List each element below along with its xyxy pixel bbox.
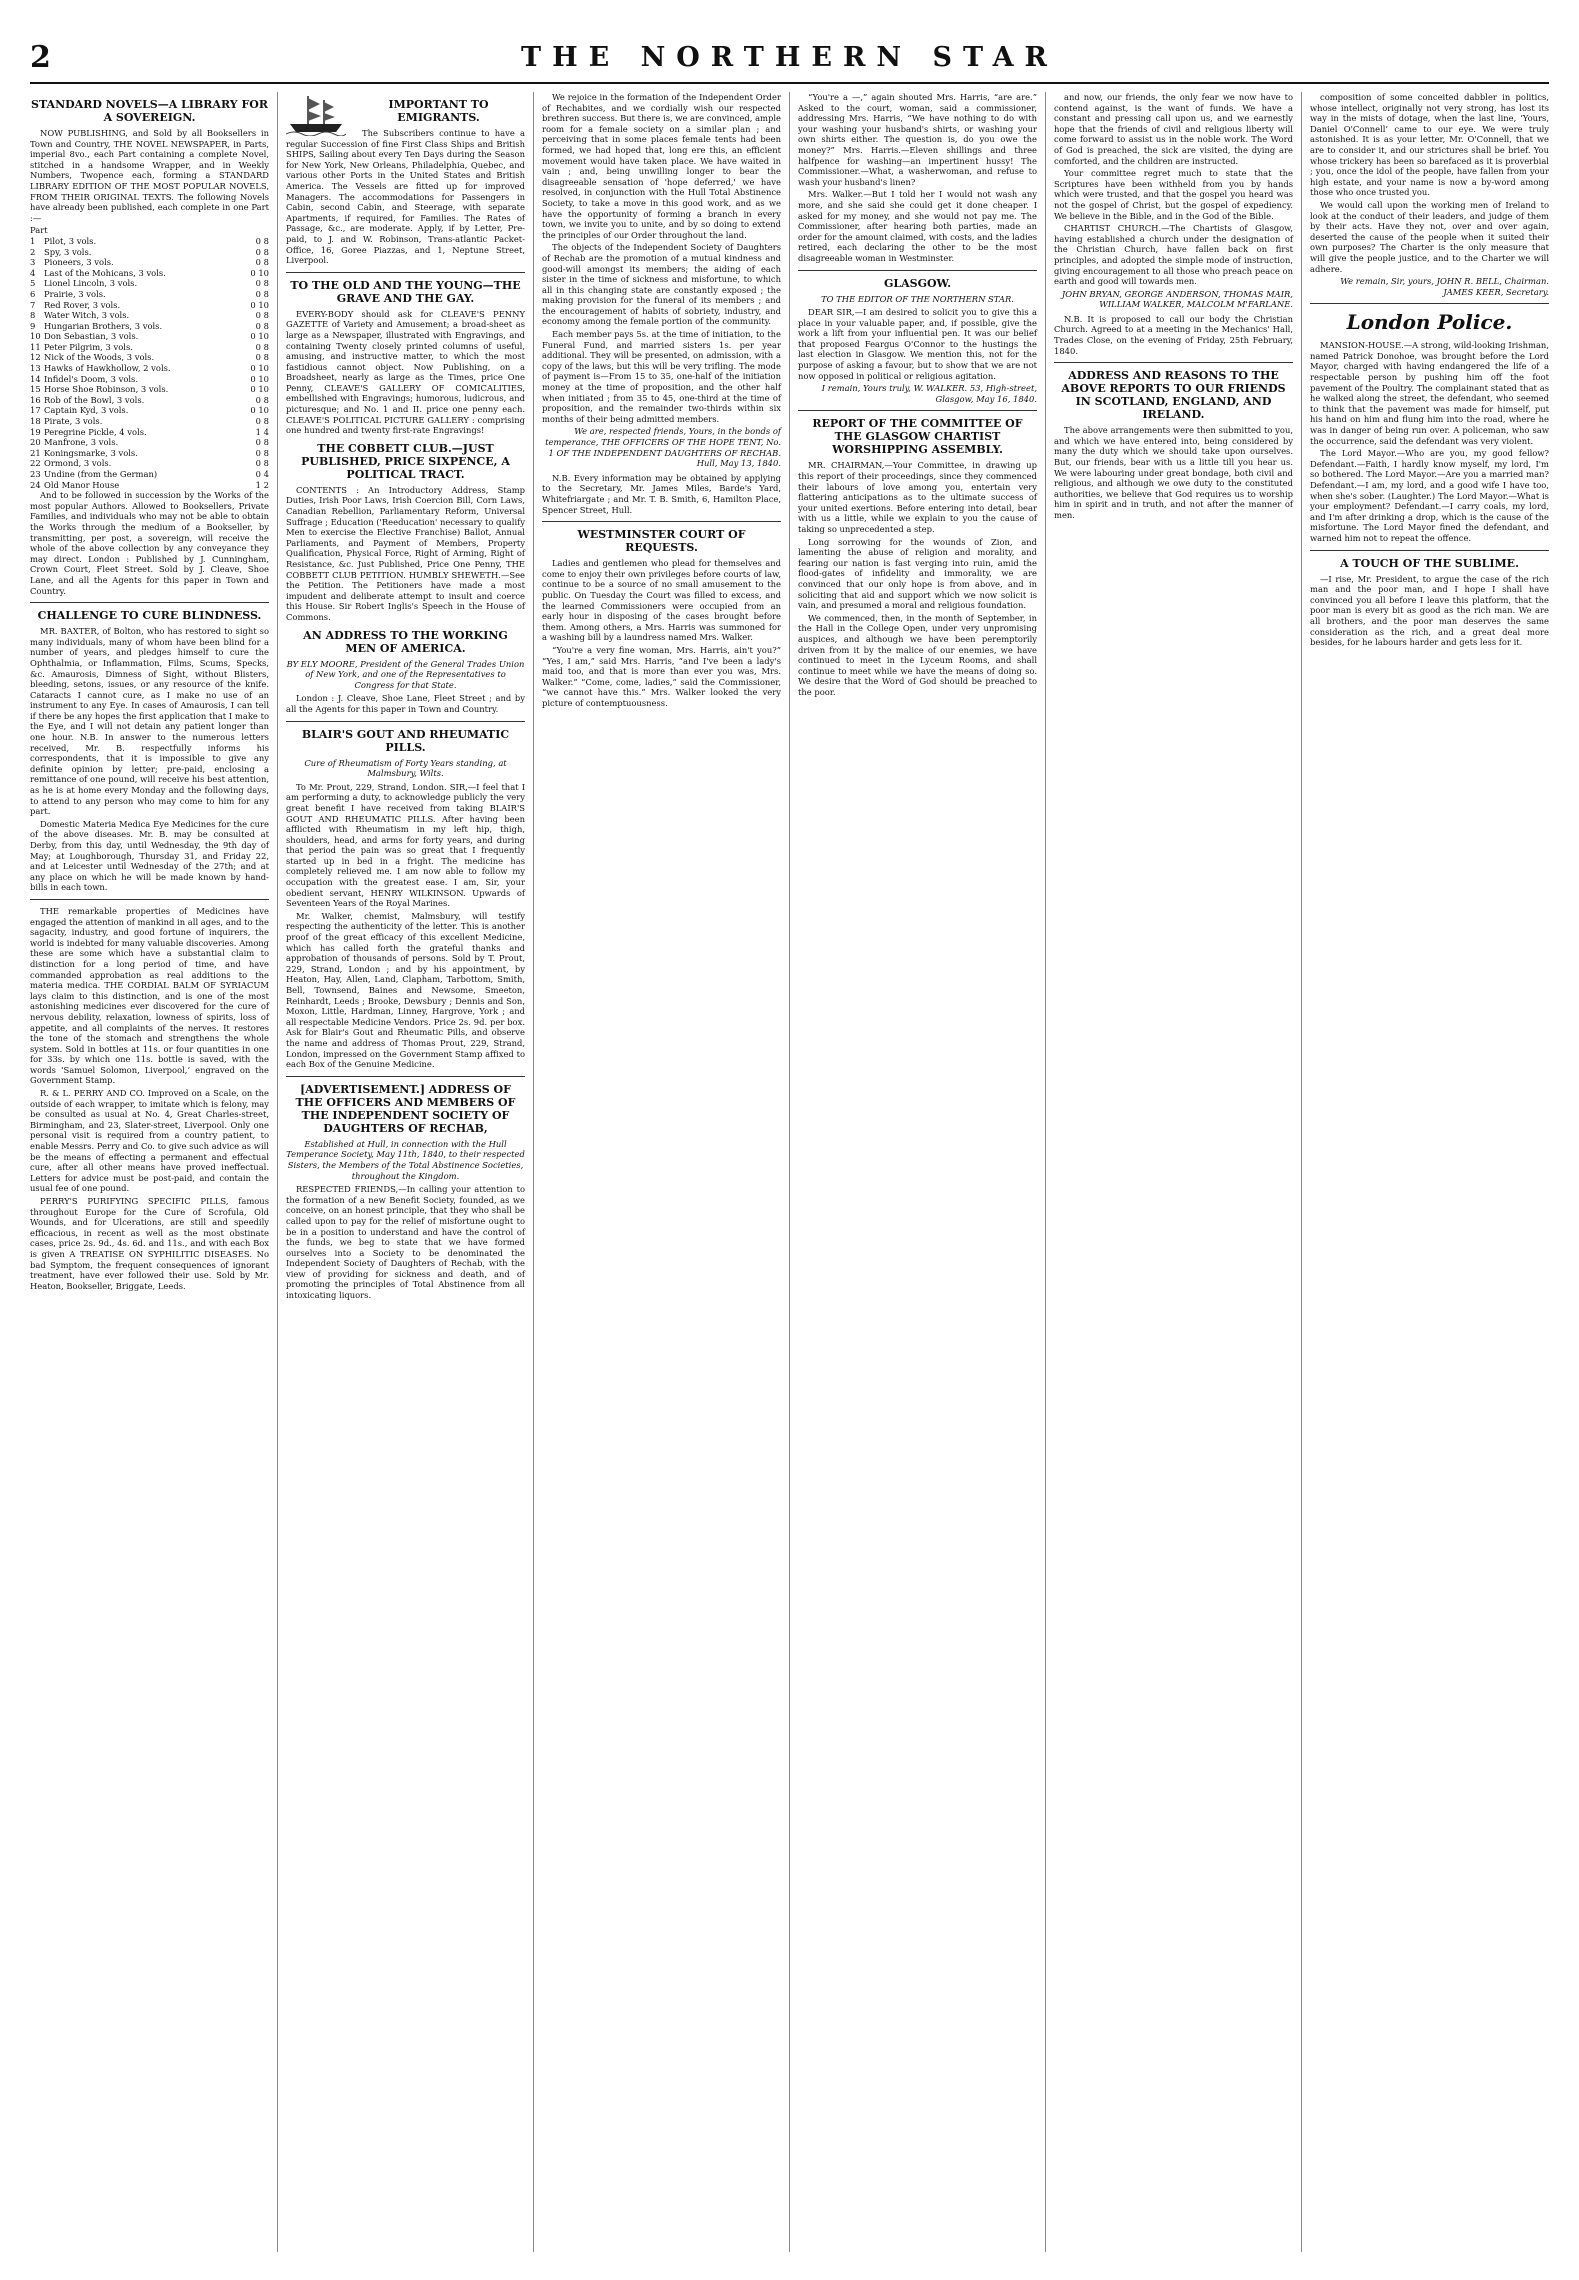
court-heading: WESTMINSTER COURT OF REQUESTS. xyxy=(577,528,746,555)
address-heading: AN ADDRESS TO THE WORKING MEN OF AMERICA. xyxy=(303,628,508,655)
novel-price: 0 8 xyxy=(255,416,269,427)
column-2 xyxy=(286,92,534,2252)
masthead xyxy=(30,40,1549,84)
novel-row xyxy=(30,331,269,342)
novel-title: Pioneers, 3 vols. xyxy=(44,257,114,268)
divider xyxy=(286,272,525,273)
novel-row xyxy=(30,437,269,448)
novel-row xyxy=(30,247,269,258)
novel-price: 0 10 xyxy=(250,373,269,384)
novel-row xyxy=(30,458,269,469)
novel-number: 15 xyxy=(30,384,41,395)
novel-row xyxy=(30,395,269,406)
novel-title: Captain Kyd, 3 vols. xyxy=(44,405,129,416)
novel-price: 0 10 xyxy=(250,299,269,310)
novel-price: 1 2 xyxy=(255,479,269,490)
novel-price: 0 8 xyxy=(255,437,269,448)
novel-title: Infidel's Doom, 3 vols. xyxy=(44,373,139,384)
novel-row xyxy=(30,374,269,385)
newspaper-title: THE NORTHERN STAR xyxy=(521,42,1058,73)
novel-number: 6 xyxy=(30,288,36,299)
novel-title: Peter Pilgrim, 3 vols. xyxy=(44,341,133,352)
rechab-subhead: Established at Hull, in connection with the Hull Temperance Society, May 11th, 1840, to their respected Sisters, the Members of the Total Abstinence Societies, throughout the Kingdom. xyxy=(286,1138,525,1181)
rechab-heading: [ADVERTISEMENT.] ADDRESS OF THE OFFICERS AND MEMBERS OF THE INDEPENDENT SOCIETY OF DAUGHTERS OF RECHAB, xyxy=(295,1082,516,1135)
novel-row xyxy=(30,416,269,427)
cobbett-heading: THE COBBETT CLUB.—JUST PUBLISHED, PRICE SIXPENCE, A POLITICAL TRACT. xyxy=(301,441,510,481)
court-text: Ladies and gentlemen who plead for themselves and come to enjoy their own privileges before courts of law, continue to be a source of no small amusement to the public. On Tuesday the Court was filled to excess, and the learned Commissioners were occupied from an early hour in disposing of the cases brought before them. Among others, a Mrs. Harris was summoned for a washing bill by a laundress named Mrs. Walker. xyxy=(542,558,781,643)
sublime-text: —I rise, Mr. President, to argue the case of the rich man and the poor man, and I hope I shall have convinced you all before I leave this platform, that the poor man is every bit as good as the rich man. We are all brothers, and the poor man deserves the same consideration as the rich, and a great deal more besides, for he labours harder and gets less for it. xyxy=(1310,573,1549,648)
court-text-2: “You're a very fine woman, Mrs. Harris, ain't you?” “Yes, I am,” said Mrs. Harris, “and I've been a lady's maid too, and that is more than ever you was, Mrs. Walker.” “Come, come, ladies,” said the Commissioner, “we cannot have this.” Mrs. Walker looked the very picture of contemptuousness. xyxy=(542,644,781,708)
glasgow-text: DEAR SIR,—I am desired to solicit you to give this a place in your valuable paper, and, if possible, give the work a lift from your influential pen. It was our belief that proposed Feargus O'Connor to the hustings the last election in Glasgow. We mention this, not for the purpose of asking a favour, but to show that we are not now opposed in political or religious agitation. xyxy=(798,307,1037,381)
glasgow-heading: GLASGOW. xyxy=(883,276,952,290)
novel-title: Undine (from the German) xyxy=(44,469,158,479)
column-4 xyxy=(798,92,1046,2252)
novel-row xyxy=(30,321,269,332)
novels-part-label: Part xyxy=(30,225,48,236)
divider xyxy=(1054,362,1293,363)
committee-text-5: Your committee regret much to state that the Scriptures have been withheld from you by hands which were trusted, and that the gospel you heard was not the gospel of Christ, but the gospel of expediency. We believe in the Bible, and in the God of the Bible. xyxy=(1054,168,1293,221)
court-text-4: Mrs. Walker.—But I told her I would not wash any more, and she said she could get it done cheaper. I asked for my money, and she would not pay me. The Commissioner, after hearing both parties, made an order for the amount claimed, with costs, and the ladies retired, each declaring the other to be the most disagreeable woman in Westminster. xyxy=(798,189,1037,263)
rechab-signature: We are, respected friends, Yours, in the bonds of temperance, THE OFFICERS OF THE HOPE TENT, No. 1 OF THE INDEPENDENT DAUGHTERS OF RECHAB. Hull, May 13, 1840. xyxy=(545,426,781,469)
novel-price: 0 8 xyxy=(255,310,269,321)
divider xyxy=(1310,303,1549,304)
committee-text: MR. CHAIRMAN,—Your Committee, in drawing up this report of their proceedings, since they commenced their labours of love among you, entertain very flattering anticipations as to the ultimate success of your united exertions. Before entering into detail, bear with us a little, while we explain to you the cause of taking so unprecedented a step. xyxy=(798,460,1037,534)
columns xyxy=(30,92,1549,2252)
cordial-balm-text: THE remarkable properties of Medicines have engaged the attention of mankind in all ages, and to the sagacity, industry, and good fortune of inquirers, the world is indebted for many valuable discoveries. Among these are some which have a substantial claim to distinction for a long period of time, and have commanded approbation as real additions to the materia medica. THE CORDIAL BALM OF SYRIACUM lays claim to this distinction, and is one of the most astonishing medicines ever discovered for the cure of nervous debility, relaxation, lowness of spirits, loss of appetite, and all complaints of the nerves. It restores the tone of the stomach and strengthens the whole system. Sold in bottles at 11s. or four quantities in one for 33s. by which one 11s. bottle is saved, with the words ‘Samuel Solomon, Liverpool,’ engraved on the Government Stamp. xyxy=(30,905,269,1086)
novel-title: Nick of the Woods, 3 vols. xyxy=(44,352,155,363)
novel-price: 0 10 xyxy=(250,405,269,416)
ship-icon xyxy=(286,92,346,136)
novel-number: 14 xyxy=(30,373,41,384)
novel-number: 12 xyxy=(30,352,41,363)
novel-number: 13 xyxy=(30,363,41,374)
novels-outro: And to be followed in succession by the Works of the most popular Authors. Allowed to Booksellers, Private Families, and individuals who may not be able to obtain the Works through the medium of a Bookseller, by transmitting, per post, a sovereign, will receive the whole of the above collection by any conveyance they may direct. London : Published by J. Cunningham, Crown Court, Fleet Street. Sold by J. Cleave, Shoe Lane, and all the Agents for this paper in Town and Country. xyxy=(30,490,269,596)
blindness-text-2: Domestic Materia Medica Eye Medicines for the cure of the above diseases. Mr. B. may be consulted at Derby, from this day, until Wednesday, the 9th day of May; at Loughborough, Thursday 31, and Friday 22, and at Leicester until Wednesday of the 27th; and at any place on which he will be made known by hand-bills in each town. xyxy=(30,818,269,893)
novel-price: 0 8 xyxy=(255,352,269,363)
novel-price: 0 8 xyxy=(255,447,269,458)
address-subhead: BY ELY MOORE, President of the General Trades Union of New York, and one of the Representatives to Congress for that State. xyxy=(286,658,525,690)
old-young-text: EVERY-BODY should ask for CLEAVE'S PENNY GAZETTE of Variety and Amusement; a broad-sheet as large as a Newspaper, illustrated with Engravings, and containing Twenty closely printed columns of useful, amusing, and instructive matter, to which the most fastidious cannot object. Now Publishing, on a Broadsheet, nearly as large as the Times, price One Penny, CLEAVE'S GALLERY OF COMICALITIES, embellished with Engravings; humorous, ludicrous, and picturesque; and No. 1 and II. price one penny each. CLEAVE'S POLITICAL PICTURE GALLERY : comprising one hundred and twenty first-rate Engravings! xyxy=(286,308,525,436)
divider xyxy=(798,270,1037,271)
novel-title: Pirate, 3 vols. xyxy=(44,416,103,427)
novel-price: 0 10 xyxy=(250,267,269,278)
committee-note: N.B. It is proposed to call our body the Christian Church. Agreed to at a meeting in the Mechanics' Hall, Trades Close, on the evening of Friday, 25th February, 1840. xyxy=(1054,313,1293,356)
divider xyxy=(798,410,1037,411)
column-5 xyxy=(1054,92,1302,2252)
novel-price: 0 8 xyxy=(255,278,269,289)
court-text-3: “You're a —,” again shouted Mrs. Harris, “are are.” Asked to the court, woman, said a commissioner, addressing Mrs. Harris, “We have nothing to do with your washing your husband's shirts, or washing your own shirts either. The question is, do you owe the money?” Mrs. Harris.—Eleven shillings and three halfpence for washing—an impertinent hussy! The Commissioner.—What, a washerwoman, and refuse to wash your husband's linen? xyxy=(798,92,1037,187)
novel-row xyxy=(30,363,269,374)
blair-subhead: Cure of Rheumatism of Forty Years standing, at Malmsbury, Wilts. xyxy=(304,757,507,779)
novel-title: Manfrone, 3 vols. xyxy=(44,437,119,448)
old-young-heading: TO THE OLD AND THE YOUNG—THE GRAVE AND THE GAY. xyxy=(290,278,521,305)
novel-number: 11 xyxy=(30,341,41,352)
blair-text: To Mr. Prout, 229, Strand, London. SIR,—I feel that I am performing a duty, to acknowledge publicly the very great benefit I have received from taking BLAIR'S GOUT AND RHEUMATIC PILLS. After having been afflicted with Rheumatism in my left hip, thigh, shoulders, head, and arms for forty years, and during that period the pain was so great that I frequently started up in bed in a fright. The medicine has completely relieved me. I am now able to follow my occupation with the greatest ease. I am, Sir, your obedient servant, HENRY WILKINSON. Upwards of Seventeen Years of the Royal Marines. xyxy=(286,781,525,909)
novel-row xyxy=(30,448,269,459)
committee-signature: JOHN BRYAN, GEORGE ANDERSON, THOMAS MAIR, WILLIAM WALKER, MALCOLM M'FARLANE. xyxy=(1061,288,1293,310)
novel-price: 0 4 xyxy=(255,469,269,479)
novel-number: 18 xyxy=(30,416,41,427)
novel-price: 0 10 xyxy=(250,331,269,342)
ireland-text-3: We would call upon the working men of Ireland to look at the conduct of their leaders, and judge of them by their acts. Have they not, over and over again, deserted the cause of the people when it suited their own purposes? The Charter is the only measure that will give the people justice, and to the Charter we will adhere. xyxy=(1310,199,1549,274)
divider xyxy=(286,721,525,722)
novel-number: 1 xyxy=(30,235,36,246)
novel-number: 20 xyxy=(30,437,41,448)
novel-title: Rob of the Bowl, 3 vols. xyxy=(44,394,145,405)
novel-title: Don Sebastian, 3 vols. xyxy=(44,331,139,342)
novel-row xyxy=(30,300,269,311)
novel-price: 0 8 xyxy=(255,288,269,299)
novel-price: 0 10 xyxy=(250,363,269,374)
address-text: London : J. Cleave, Shoe Lane, Fleet Street ; and by all the Agents for this paper in Town and Country. xyxy=(286,693,525,714)
rechab-text-3: Each member pays 5s. at the time of initiation, to the Funeral Fund, and married sisters 1s. per year additional. They will be presented, on admission, with a copy of the laws, but this will be very trifling. The mode of payment is—From 15 to 35, one-half of the initiation money at the time of proposition, and the other half when initiated ; from 35 to 45, one-third at the time of proposition, and the remainder two-thirds within six months of their being admitted members. xyxy=(542,329,781,424)
committee-text-4: and now, our friends, the only fear we now have to contend against, is the want of funds. We have a constant and pressing call upon us, and we earnestly hope that the friends of civil and religious liberty will come forward to assist us in the noble work. The Word of God is preached, the sick are visited, the dying are comforted, and the children are instructed. xyxy=(1054,92,1293,166)
novel-title: Lionel Lincoln, 3 vols. xyxy=(44,278,138,289)
novel-number: 21 xyxy=(30,447,41,458)
rechab-text: RESPECTED FRIENDS,—In calling your attention to the formation of a new Benefit Society, founded, as we conceive, on an honest principle, that they who shall be called upon to pay for the relief of misfortune ought to be in a position to understand and have the control of the funds, we beg to state that we have formed ourselves into a Society to be denominated the Independent Society of Daughters of Rechab, with the view of providing for sickness and death, and of promoting the principles of Total Abstinence from all intoxicating liquors. xyxy=(286,1184,525,1301)
novel-price: 0 8 xyxy=(255,458,269,469)
perry-text: R. & L. PERRY AND CO. Improved on a Scale, on the outside of each wrapper, to imitate which is felony, may be consulted as usual at No. 4, Great Charles-street, Birmingham, and 23, Slater-street, Liverpool. Only one personal visit is required from a country patient, to enable Messrs. Perry and Co. to give such advice as will be the means of effecting a permanent and effectual cure, after all other means have proved ineffectual. Letters for advice must be post-paid, and contain the usual fee of one pound. xyxy=(30,1088,269,1194)
novel-number: 7 xyxy=(30,299,36,310)
committee-text-6: CHARTIST CHURCH.—The Chartists of Glasgow, having established a church under the designation of the Christian Church, have fallen back on first principles, and adopted the simple mode of instruction, giving encouragement to all those who preach peace on earth and good will towards men. xyxy=(1054,223,1293,287)
novel-number: 17 xyxy=(30,405,41,416)
novel-number: 5 xyxy=(30,278,36,289)
rechab-text-cont: We rejoice in the formation of the Independent Order of Rechabites, and we cordially wish our respected brethren success. But there is, we are convinced, ample room for a female society on a similar plan ; and perceiving that in some places female tents had been formed, we had hoped that, long ere this, an efficient movement would have taken place. We have waited in vain ; and, being unwilling longer to bear the disagreeable sensation of 'hope deferred,' we have resolved, in conjunction with the Hull Total Abstinence Society, to take a move in this good work, and as we have the opportunity of forming a branch in every town, we invite you to unite, and by so doing to extend the principles of our Order throughout the land. xyxy=(542,92,781,240)
novel-row xyxy=(30,427,269,438)
emigrants-text: The Subscribers continue to have a regular Succession of fine First Class Ships and British SHIPS, Sailing about every Ten Days during the Season for New York, New Orleans, Philadelphia, Quebec, and various other Ports in the United States and British America. The Vessels are fitted up for improved Managers. The accommodations for Passengers in Cabin, second Cabin, and Steerage, with separate Apartments, if required, for Families. The Rates of Passage, &c., are moderate. Apply, if by Letter, Pre-paid, to J. and W. Robinson, Trans-atlantic Packet-Office, 16, Goree Piazzas, and 1, Neptune Street, Liverpool. xyxy=(286,128,525,266)
blair-text-2: Mr. Walker, chemist, Malmsbury, will testify respecting the authenticity of the letter. This is another proof of the great efficacy of this excellent Medicine, which has called forth the grateful thanks and approbation of thousands of persons. Sold by T. Prout, 229, Strand, London ; and by his appointment, by Heaton, Hay, Allen, Land, Clapham, Tarbottom, Smith, Bell, Townsend, Baines and Newsome, Smeeton, Reinhardt, Leeds ; Brooke, Dewsbury ; Dennis and Son, Moxon, Little, Hardman, Linney, Hargrove, York ; and all respectable Medicine Vendors. Price 2s. 9d. per box. Ask for Blair's Gout and Rheumatic Pills, and observe the name and address of Thomas Prout, 229, Strand, London, impressed on the Government Stamp affixed to each Box of the Genuine Medicine. xyxy=(286,910,525,1070)
police-text-2: The Lord Mayor.—Who are you, my good fellow? Defendant.—Faith, I hardly know myself, my lord, I'm so bothered. The Lord Mayor.—Are you a married man? Defendant.—I am, my lord, and a good wife I have too, when she's sober. (Laughter.) The Lord Mayor.—What is your employment? Defendant.—I carry coals, my lord, and I'm after drinking a drop, which is the cause of the misfortune. The Lord Mayor fined the defendant, and warned him not to repeat the offence. xyxy=(1310,448,1549,543)
novel-number: 23 xyxy=(30,469,41,479)
cobbett-text: CONTENTS : An Introductory Address, Stamp Duties, Irish Poor Laws, Irish Coercion Bill, Corn Laws, Canadian Rebellion, Parliamentary Reform, Universal Suffrage ; Education ('Reeducation' necessary to qualify Men to exercise the Elective Franchise) Ballot, Annual Parliaments, and Payment of Members, Property Qualification, Physical Force, Right of Arming, Right of Resistance, &c. Just Published, Price One Penny, THE COBBETT CLUB PETITION. HUMBLY SHEWETH.—See the Petition. The Petitioners have made a most impudent and deliberate attempt to insult and coerce this House. Sir Robert Inglis's Speech in the House of Commons. xyxy=(286,484,525,622)
glasgow-subhead: TO THE EDITOR OF THE NORTHERN STAR. xyxy=(821,293,1014,304)
page-number: 2 xyxy=(30,40,51,75)
rechab-note: N.B. Every information may be obtained by applying to the Secretary, Mr. James Miles, Barde's Yard, Whitefriargate ; and Mr. T. B. Smith, 6, Hamilton Place, Spencer Street, Hull. xyxy=(542,472,781,515)
novel-number: 8 xyxy=(30,310,36,321)
blindness-text: MR. BAXTER, of Bolton, who has restored to sight so many individuals, many of whom have been blind for a number of years, and pledges himself to cure the Ophthalmia, or Inflammation, Films, Scums, Specks, &c. Amaurosis, Dimness of Sight, without Blisters, bleeding, setons, issues, or any resource of the knife. Cataracts I cannot cure, as I make no use of an instrument to any Eye. In cases of Amaurosis, I can tell if there be any hopes the first application that I make to the Eye, and I will not detain any patient longer than one hour. N.B. In answer to the numerous letters received, Mr. B. respectfully informs his correspondents, that it is impossible to give any definite opinion by letter; pre-paid, enclosing a remittance of one pound, will receive his best attention, as he is at home every Monday and the following days, to attend to any person who may come to him for any part. xyxy=(30,626,269,817)
novel-number: 9 xyxy=(30,320,36,331)
novel-row xyxy=(30,384,269,395)
divider xyxy=(1310,550,1549,551)
divider xyxy=(286,1076,525,1077)
novel-number: 2 xyxy=(30,246,36,257)
ireland-text-2: composition of some conceited dabbler in politics, whose intellect, originally not very strong, has lost its way in the mists of dotage, when the last line, ‘Yours, Daniel O'Connell’ came to our eye. We were truly astonished. It is as your letter, Mr. O'Connell, that we are to consider it, and our strictures shall be brief. You whose trickery has been so barefaced as it is proverbial ; you, once the idol of the people, have fallen from your high estate, and your name is now a by-word among those who once trusted you. xyxy=(1310,92,1549,198)
ireland-signature: We remain, Sir, yours, JOHN R. BELL, Chairman. JAMES KEER, Secretary. xyxy=(1340,276,1549,297)
novel-title: Spy, 3 vols. xyxy=(44,246,92,257)
novel-title: Peregrine Pickle, 4 vols. xyxy=(44,426,147,437)
novel-row xyxy=(30,342,269,353)
ireland-text: The above arrangements were then submitted to you, and which we have entered into, being considered by many the duty which we should take upon ourselves. But, our friends, bear with us a little till you hear us. We were labouring under great bondage, both civil and religious, and although we owe duty to the constituted authorities, we believe that God requires us to worship him in spirit and in truth, and not after the manner of men. xyxy=(1054,425,1293,520)
novels-heading: STANDARD NOVELS—A LIBRARY FOR A SOVEREIGN. xyxy=(31,98,268,124)
novel-title: Hawks of Hawkhollow, 2 vols. xyxy=(44,363,171,374)
novel-title: Prairie, 3 vols. xyxy=(44,288,106,299)
novel-price: 0 8 xyxy=(255,320,269,331)
ireland-heading: ADDRESS AND REASONS TO THE ABOVE REPORTS TO OUR FRIENDS IN SCOTLAND, ENGLAND, AND IRELAND. xyxy=(1061,369,1286,422)
novel-row xyxy=(30,310,269,321)
novel-title: Water Witch, 3 vols. xyxy=(44,310,130,321)
novel-title: Ormond, 3 vols. xyxy=(44,458,112,469)
police-heading: London Police. xyxy=(1346,310,1513,335)
novel-row xyxy=(30,469,269,480)
novels-intro: NOW PUBLISHING, and Sold by all Booksellers in Town and Country, THE NOVEL NEWSPAPER, in Parts, imperial 8vo., each Part containing a complete Novel, stitched in a handsome Wrapper, and in Weekly Numbers, Twopence each, forming a STANDARD LIBRARY EDITION OF THE MOST POPULAR NOVELS, FROM THEIR ORIGINAL TEXTS. The following Novels have already been published, each complete in one Part :— xyxy=(30,128,269,223)
novel-title: Pilot, 3 vols. xyxy=(44,235,97,246)
novel-number: 4 xyxy=(30,267,36,278)
novel-price: 0 10 xyxy=(250,384,269,395)
column-3 xyxy=(542,92,790,2252)
blair-heading: BLAIR'S GOUT AND RHEUMATIC PILLS. xyxy=(301,727,510,754)
novel-title: Red Rover, 3 vols. xyxy=(44,299,121,310)
committee-text-3: We commenced, then, in the month of September, in the Hall in the College Open, under very unpromising auspices, and although we have been peremptorily driven from it by the malice of our enemies, we have continued to meet in the Lyceum Rooms, and shall continue to meet while we have the means of doing so. We desire that the Word of God should be preached to the poor. xyxy=(798,612,1037,697)
perry-text-2: PERRY'S PURIFYING SPECIFIC PILLS, famous throughout Europe for the Cure of Scrofula, Old Wounds, and for Ulcerations, are still and speedily efficacious, in recent as well as the most obstinate cases, price 2s. 9d., 4s. 6d. and 11s., and with each Box is given A TREATISE ON SYPHILITIC DISEASES. No bad Symptom, the frequent consequences of ignorant treatment, have ever followed their use. Sold by Mr. Heaton, Bookseller, Briggate, Leeds. xyxy=(30,1196,269,1291)
column-1 xyxy=(30,92,278,2252)
rechab-text-2: The objects of the Independent Society of Daughters of Rechab are the promotion of a mutual kindness and good-will amongst its members; the aiding of each sister in the time of sickness and misfortune, to which all in this changing state are constantly exposed ; the making provision for the funeral of its members ; and the encouragement of habits of sobriety, industry, and economy among the female portion of the community. xyxy=(542,242,781,327)
novel-price: 0 8 xyxy=(255,341,269,352)
novel-title: Koningsmarke, 3 vols. xyxy=(44,447,138,458)
novel-title: Last of the Mohicans, 3 vols. xyxy=(44,267,166,278)
novel-number: 24 xyxy=(30,479,41,490)
divider xyxy=(30,899,269,900)
novel-price: 1 4 xyxy=(255,426,269,437)
novel-row xyxy=(30,352,269,363)
novel-number: 22 xyxy=(30,458,41,469)
novel-row xyxy=(30,278,269,289)
novel-price: 0 8 xyxy=(255,394,269,405)
novel-row xyxy=(30,480,269,491)
novel-row xyxy=(30,257,269,268)
novel-number: 16 xyxy=(30,394,41,405)
emigrants-heading: IMPORTANT TO EMIGRANTS. xyxy=(388,98,489,124)
divider xyxy=(30,602,269,603)
novel-price: 0 8 xyxy=(255,246,269,257)
blindness-heading: CHALLENGE TO CURE BLINDNESS. xyxy=(37,609,262,623)
novels-table xyxy=(30,236,269,490)
sublime-heading: A TOUCH OF THE SUBLIME. xyxy=(1340,556,1519,570)
committee-heading: REPORT OF THE COMMITTEE OF THE GLASGOW CHARTIST WORSHIPPING ASSEMBLY. xyxy=(812,417,1023,457)
committee-text-2: Long sorrowing for the wounds of Zion, and lamenting the abuse of religion and morality, and fearing our nation is fast verging into ruin, amid the flood-gates of infidelity and immorality, we are convinced that our only hope is from above, and in soliciting that aid and support which we now solicit is vain, and presumed a moral and religious foundation. xyxy=(798,536,1037,611)
novel-number: 10 xyxy=(30,331,41,342)
novel-number: 19 xyxy=(30,426,41,437)
novel-row xyxy=(30,289,269,300)
police-text: MANSION-HOUSE.—A strong, wild-looking Irishman, named Patrick Donohoe, was brought before the Lord Mayor, charged with having endangered the life of a respectable person by pushing him off the foot pavement of the Poultry. The complainant stated that as he walked along the street, the defendant, who seemed to think that the pavement was made for himself, put his hand on him and flung him into the road, where he was in danger of being run over. A policeman, who saw the occurrence, said the defendant was very violent. xyxy=(1310,340,1549,446)
novel-number: 3 xyxy=(30,257,36,268)
divider xyxy=(542,521,781,522)
novel-title: Hungarian Brothers, 3 vols. xyxy=(44,320,163,331)
novel-row xyxy=(30,268,269,279)
novel-price: 0 8 xyxy=(255,235,269,246)
novel-price: 0 8 xyxy=(255,257,269,268)
novel-row xyxy=(30,236,269,247)
novel-title: Horse Shoe Robinson, 3 vols. xyxy=(44,384,169,395)
glasgow-signature: I remain, Yours truly, W. WALKER. 53, High-street, Glasgow, May 16, 1840. xyxy=(821,383,1037,404)
novel-title: Old Manor House xyxy=(44,479,120,490)
novel-row xyxy=(30,405,269,416)
column-6 xyxy=(1310,92,1549,2252)
